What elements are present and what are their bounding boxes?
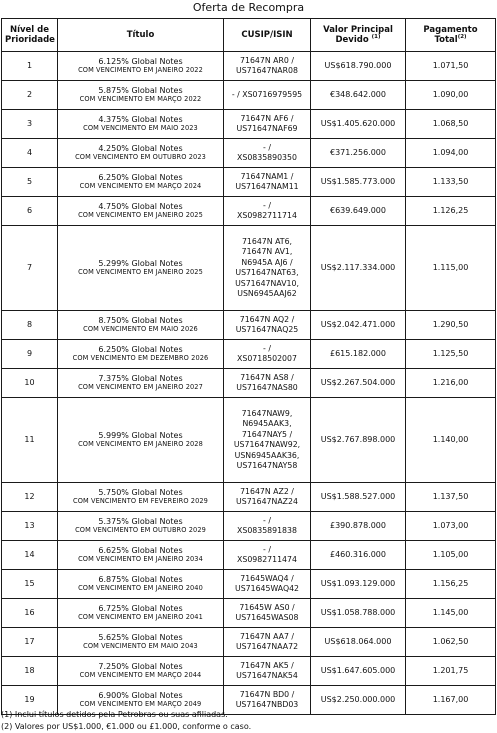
priority-cell: 18 [2, 657, 58, 686]
total-payment-cell: 1.071,50 [406, 52, 496, 81]
principal-cell: US$1.405.620.000 [311, 110, 406, 139]
total-payment-cell: 1.105,00 [406, 541, 496, 570]
priority-cell: 1 [2, 52, 58, 81]
cusip-cell [224, 81, 311, 110]
priority-cell: 17 [2, 628, 58, 657]
priority-cell: 9 [2, 340, 58, 369]
cusip-code: XS0835891838 [237, 526, 297, 535]
table-row [2, 81, 496, 110]
note-maturity: COM VENCIMENTO EM JANEIRO 2025 [78, 211, 203, 219]
table-row [2, 226, 496, 311]
cusip-code: - / [263, 515, 271, 525]
principal-cell: £390.878.000 [311, 512, 406, 541]
note-name: 4.375% Global Notes [98, 114, 183, 124]
cusip-code: 71647NAM1 / [240, 171, 294, 181]
cusip-code: US71645WAS08 [235, 613, 299, 622]
note-name: 5.750% Global Notes [98, 487, 183, 497]
table-row [2, 340, 496, 369]
cusip-code: US71647NAY58 [236, 461, 298, 470]
note-maturity: COM VENCIMENTO EM JANEIRO 2025 [78, 268, 203, 276]
cusip-cell [224, 197, 311, 226]
priority-cell: 8 [2, 311, 58, 340]
footnote: (1) Inclui títulos detidos pela Petrobras ou suas afiliadas. [1, 710, 228, 719]
principal-cell: US$2.250.000.000 [311, 686, 406, 715]
note-maturity: COM VENCIMENTO EM JANEIRO 2027 [78, 383, 203, 391]
note-name: 6.725% Global Notes [98, 603, 183, 613]
note-name: 5.375% Global Notes [98, 516, 183, 526]
table-row [2, 311, 496, 340]
document-title: Oferta de Recompra [192, 1, 305, 14]
note-maturity: COM VENCIMENTO EM JANEIRO 2022 [78, 66, 203, 74]
title-cell [58, 197, 224, 226]
principal-cell: €639.649.000 [311, 197, 406, 226]
title-cell [58, 512, 224, 541]
header-principal: Valor Principal Devido $^{(1)}$ [311, 19, 406, 52]
cusip-code: US71647NAV10, [235, 278, 299, 288]
title-cell [58, 168, 224, 197]
principal-cell: US$1.647.605.000 [311, 657, 406, 686]
title-cell [58, 311, 224, 340]
cusip-code: 71645W AS0 / [239, 602, 295, 612]
cusip-code: 71647N AV1, [241, 247, 293, 256]
principal-cell: £460.316.000 [311, 541, 406, 570]
cusip-cell [224, 311, 311, 340]
title-cell [58, 599, 224, 628]
cusip-cell [224, 541, 311, 570]
note-maturity: COM VENCIMENTO EM MAIO 2023 [83, 124, 198, 132]
title-cell [58, 369, 224, 398]
title-cell [58, 81, 224, 110]
note-name: 6.875% Global Notes [98, 574, 183, 584]
cusip-cell [224, 657, 311, 686]
cusip-code: 71647N AT6, [241, 236, 293, 246]
table-row [2, 110, 496, 139]
cusip-code: 71647NAW9, [241, 408, 293, 418]
table-row [2, 52, 496, 81]
cusip-code: XS0718502007 [237, 354, 297, 363]
cusip-cell [224, 52, 311, 81]
priority-cell: 19 [2, 686, 58, 715]
note-maturity: COM VENCIMENTO EM DEZEMBRO 2026 [72, 354, 209, 362]
cusip-code: 71647N AA7 / [239, 631, 295, 641]
cusip-code: 71647N AZ2 / [240, 486, 294, 496]
principal-cell: €348.642.000 [311, 81, 406, 110]
cusip-code: XS0982711714 [237, 211, 297, 220]
note-maturity: COM VENCIMENTO EM JANEIRO 2028 [78, 440, 203, 448]
total-payment-cell: 1.140,00 [406, 398, 496, 483]
note-name: 5.875% Global Notes [98, 85, 183, 95]
cusip-code: US71647NBD03 [235, 700, 299, 709]
priority-cell: 5 [2, 168, 58, 197]
priority-cell: 4 [2, 139, 58, 168]
cusip-code: XS0982711474 [237, 555, 297, 564]
cusip-code: 71647N BD0 / [239, 689, 295, 699]
title-cell [58, 483, 224, 512]
cusip-code: USN6945AAK36, [234, 450, 300, 460]
principal-cell: US$1.585.773.000 [311, 168, 406, 197]
cusip-code: US71647NAR08 [236, 66, 298, 75]
note-name: 8.750% Global Notes [98, 315, 183, 325]
cusip-code: US71647NAF69 [236, 124, 298, 133]
cusip-cell [224, 139, 311, 168]
principal-cell: US$2.767.898.000 [311, 398, 406, 483]
priority-cell: 7 [2, 226, 58, 311]
cusip-cell [224, 628, 311, 657]
table-row [2, 139, 496, 168]
note-maturity: COM VENCIMENTO EM MARÇO 2024 [79, 182, 202, 190]
principal-cell: US$1.093.129.000 [311, 570, 406, 599]
title-cell [58, 139, 224, 168]
note-maturity: COM VENCIMENTO EM OUTUBRO 2029 [75, 526, 206, 534]
header-cusip: CUSIP/ISIN [224, 19, 311, 52]
priority-cell: 15 [2, 570, 58, 599]
table-row [2, 599, 496, 628]
cusip-code: US71647NAA72 [235, 642, 299, 651]
cusip-code: US71647NAK54 [236, 671, 298, 680]
note-name: 5.625% Global Notes [98, 632, 183, 642]
cusip-code: - / [263, 142, 271, 152]
total-payment-cell: 1.126,25 [406, 197, 496, 226]
cusip-cell [224, 599, 311, 628]
cusip-cell [224, 340, 311, 369]
principal-cell: £615.182.000 [311, 340, 406, 369]
total-payment-cell: 1.133,50 [406, 168, 496, 197]
principal-cell: US$1.588.527.000 [311, 483, 406, 512]
title-cell [58, 340, 224, 369]
footnote: (2) Valores por US$1.000, €1.000 ou £1.000, conforme o caso. [1, 722, 252, 731]
note-name: 6.900% Global Notes [98, 690, 183, 700]
table-row [2, 657, 496, 686]
offer-table [1, 18, 496, 715]
cusip-code: 71647NAY5 / [241, 429, 293, 439]
title-cell [58, 52, 224, 81]
note-name: 4.250% Global Notes [98, 143, 183, 153]
note-name: 7.375% Global Notes [98, 373, 183, 383]
cusip-code: N6945AAK3, [242, 419, 292, 428]
priority-cell: 12 [2, 483, 58, 512]
priority-cell: 6 [2, 197, 58, 226]
header-title: Título [58, 19, 224, 52]
principal-cell: US$1.058.788.000 [311, 599, 406, 628]
table-row [2, 628, 496, 657]
note-name: 5.299% Global Notes [98, 258, 183, 268]
note-maturity: COM VENCIMENTO EM MAIO 2043 [83, 642, 198, 650]
note-maturity: COM VENCIMENTO EM JANEIRO 2034 [78, 555, 203, 563]
note-name: 7.250% Global Notes [98, 661, 183, 671]
cusip-code: US71647NAM11 [235, 182, 299, 191]
note-maturity: COM VENCIMENTO EM MARÇO 2049 [79, 700, 202, 708]
note-name: 6.250% Global Notes [98, 344, 183, 354]
cusip-code: N6945A AJ6 / [241, 257, 293, 267]
principal-cell: US$618.790.000 [311, 52, 406, 81]
footnotes [1, 709, 496, 733]
cusip-code: - / [263, 343, 271, 353]
title-cell [58, 398, 224, 483]
cusip-code: 71645WAQ4 / [240, 573, 294, 583]
cusip-code: US71647NAW92, [233, 440, 301, 449]
priority-cell: 2 [2, 81, 58, 110]
total-payment-cell: 1.090,00 [406, 81, 496, 110]
total-payment-cell: 1.167,00 [406, 686, 496, 715]
cusip-code: - / [263, 200, 271, 210]
cusip-code: US71645WAQ42 [235, 584, 299, 593]
cusip-cell [224, 512, 311, 541]
cusip-code: US71647NAT63, [235, 268, 299, 277]
cusip-cell [224, 226, 311, 311]
table-body [2, 52, 496, 715]
cusip-code: US71647NAQ25 [235, 325, 299, 334]
table-row [2, 398, 496, 483]
total-payment-cell: 1.125,50 [406, 340, 496, 369]
principal-cell: US$618.064.000 [311, 628, 406, 657]
cusip-code: - / [263, 544, 271, 554]
title-cell [58, 226, 224, 311]
total-payment-cell: 1.216,00 [406, 369, 496, 398]
table-row [2, 168, 496, 197]
note-name: 6.125% Global Notes [98, 56, 183, 66]
header-priority: Nível de Prioridade [2, 19, 58, 52]
note-name: 5.999% Global Notes [98, 430, 183, 440]
cusip-cell [224, 398, 311, 483]
note-name: 4.750% Global Notes [98, 201, 183, 211]
cusip-code: 71647N AF6 / [240, 113, 294, 123]
total-payment-cell: 1.201,75 [406, 657, 496, 686]
principal-cell: US$2.042.471.000 [311, 311, 406, 340]
priority-cell: 10 [2, 369, 58, 398]
header-total-payment: Pagamento Total$^{(2)}$ [406, 19, 496, 52]
cusip-cell [224, 168, 311, 197]
cusip-code: 71647N AK5 / [240, 660, 294, 670]
note-name: 6.250% Global Notes [98, 172, 183, 182]
total-payment-cell: 1.073,00 [406, 512, 496, 541]
priority-cell: 3 [2, 110, 58, 139]
cusip-code: XS0835890350 [237, 153, 297, 162]
note-maturity: COM VENCIMENTO EM FEVEREIRO 2029 [73, 497, 208, 505]
cusip-code: 71647N AS8 / [240, 372, 294, 382]
total-payment-cell: 1.068,50 [406, 110, 496, 139]
total-payment-cell: 1.094,00 [406, 139, 496, 168]
cusip-code: US71647NAS80 [236, 383, 298, 392]
cusip-code: USN6945AAJ62 [237, 289, 297, 298]
principal-cell: €371.256.000 [311, 139, 406, 168]
total-payment-cell: 1.137,50 [406, 483, 496, 512]
cusip-cell [224, 483, 311, 512]
cusip-cell [224, 110, 311, 139]
note-maturity: COM VENCIMENTO EM MAIO 2026 [83, 325, 198, 333]
note-maturity: COM VENCIMENTO EM JANEIRO 2040 [78, 584, 203, 592]
title-cell [58, 541, 224, 570]
cusip-code: - / XS0716979595 [231, 89, 303, 99]
priority-cell: 16 [2, 599, 58, 628]
cusip-code: US71647NAZ24 [236, 497, 298, 506]
priority-cell: 11 [2, 398, 58, 483]
total-payment-cell: 1.115,00 [406, 226, 496, 311]
principal-cell: US$2.267.504.000 [311, 369, 406, 398]
note-maturity: COM VENCIMENTO EM OUTUBRO 2023 [75, 153, 206, 161]
table-row [2, 512, 496, 541]
title-cell [58, 110, 224, 139]
total-payment-cell: 1.062,50 [406, 628, 496, 657]
note-name: 6.625% Global Notes [98, 545, 183, 555]
title-cell [58, 628, 224, 657]
table-row [2, 570, 496, 599]
cusip-cell [224, 369, 311, 398]
priority-cell: 13 [2, 512, 58, 541]
cusip-code: 71647N AR0 / [240, 55, 294, 65]
principal-cell: US$2.117.334.000 [311, 226, 406, 311]
table-row [2, 197, 496, 226]
title-cell [58, 570, 224, 599]
note-maturity: COM VENCIMENTO EM MARÇO 2044 [79, 671, 202, 679]
total-payment-cell: 1.156,25 [406, 570, 496, 599]
table-row [2, 483, 496, 512]
note-maturity: COM VENCIMENTO EM MARÇO 2022 [79, 95, 202, 103]
table-header-row [2, 19, 496, 52]
total-payment-cell: 1.290,50 [406, 311, 496, 340]
cusip-cell [224, 570, 311, 599]
table-row [2, 541, 496, 570]
title-cell [58, 657, 224, 686]
table-row [2, 369, 496, 398]
note-maturity: COM VENCIMENTO EM JANEIRO 2041 [78, 613, 203, 621]
total-payment-cell: 1.145,00 [406, 599, 496, 628]
priority-cell: 14 [2, 541, 58, 570]
cusip-code: 71647N AQ2 / [239, 314, 295, 324]
